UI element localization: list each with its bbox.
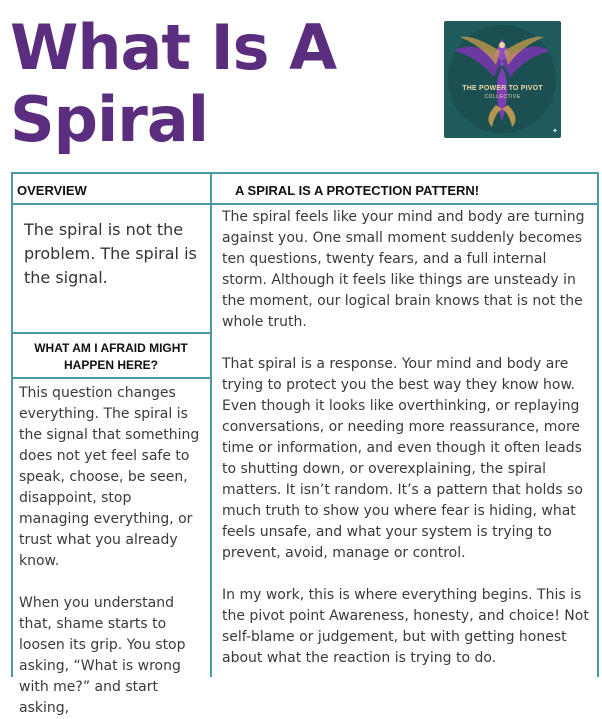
page-title-line-2: Spiral [10, 83, 208, 156]
body-paragraph: In my work, this is where everything begins. This is the pivot point Awareness, honesty, and choice! Not self-blame or judgement, but with getting honest about what the reaction is trying to do. [222, 587, 589, 666]
body-paragraph: The spiral feels like your mind and body are turning against you. One small moment suddenly becomes ten questions, twenty fears, and a full internal storm. Although it feels like things are unsteady in the moment, our logical brain knows that is not the whole truth. [222, 209, 585, 330]
table-border-top [11, 172, 599, 174]
overview-header: OVERVIEW [17, 183, 87, 198]
left-row-divider-2 [11, 377, 211, 379]
svg-text:✦: ✦ [552, 128, 558, 135]
question-header-line-2: HAPPEN HERE? [63, 358, 158, 372]
question-paragraph: When you understand that, shame starts to loosen its grip. You stop asking, “What is wrong with me?” and start asking, [19, 595, 186, 716]
overview-text: The spiral is not the problem. The spiral is the signal. [24, 220, 197, 287]
page-title [10, 12, 336, 156]
table-border-right [597, 172, 599, 677]
protection-pattern-header: A SPIRAL IS A PROTECTION PATTERN! [235, 183, 480, 198]
question-body [19, 383, 203, 719]
page-title-line-1: What Is A [10, 11, 337, 84]
question-header-line-1: WHAT AM I AFRAID MIGHT [34, 341, 188, 355]
question-header [14, 340, 208, 374]
table-column-divider [210, 172, 212, 677]
logo-text: THE POWER TO PIVOT [462, 85, 543, 92]
question-paragraph: This question changes everything. The spiral is the signal that something does not yet feel safe to speak, choose, be seen, disappoint, stop managing everything, or trust what you already know. [19, 385, 200, 569]
protection-pattern-body [222, 207, 594, 669]
table-header-divider [11, 203, 599, 205]
table-border-left [11, 172, 13, 677]
phoenix-logo [444, 21, 561, 138]
logo-subtext: COLLECTIVE [484, 94, 521, 100]
phoenix-icon [444, 21, 561, 138]
left-row-divider-1 [11, 332, 211, 334]
body-paragraph: That spiral is a response. Your mind and body are trying to protect you the best way they know how. Even though it looks like overthinking, or replaying conversations, or needing more reassurance, more time or information, and even though it often leads to shutting down, or overexplaining, the spiral matters. It isn’t random. It’s a pattern that holds so much truth to show you where fear is hiding, what feels unsafe, and what your system is trying to prevent, avoid, manage or control. [222, 356, 583, 561]
